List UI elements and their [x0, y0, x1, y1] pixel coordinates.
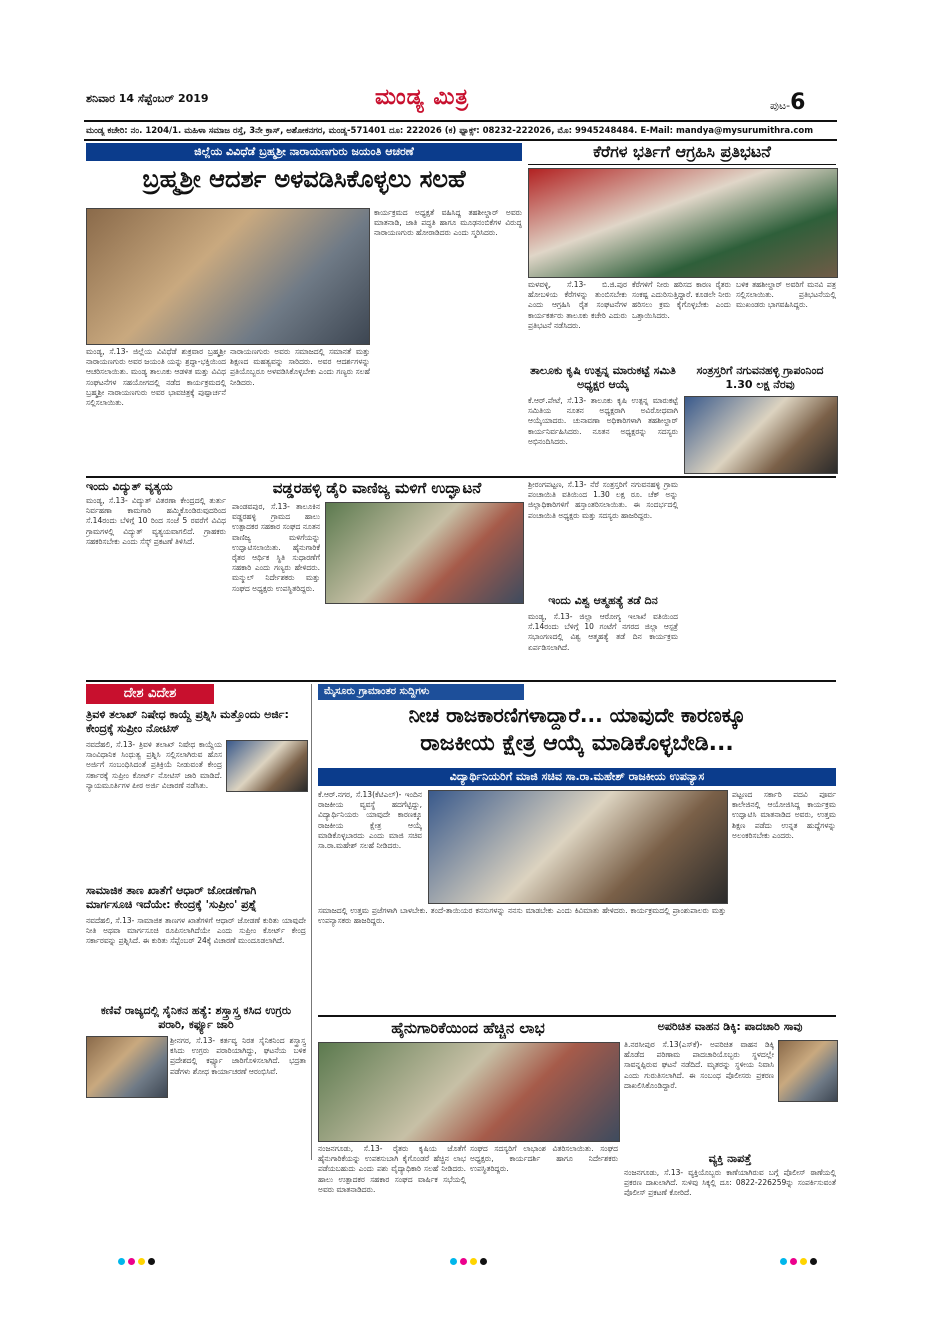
office-address: ಮಂಡ್ಯ ಕಚೇರಿ: ನಂ. 1204/1. ಮಹಿಳಾ ಸಮಾಜ ರಸ್ತೆ, 3ನೇ ಕ್ರಾಸ್, ಅಶೋಕನಗರ, ಮಂಡ್ಯ-571401 ದೂ: 222026 (ಕ) ಫ್ಯಾಕ್ಸ್: 08232-222026, ಮೊ: 9945248484. E-Mail: mandya@mysurumithra.com	[86, 126, 814, 136]
story1-headline: ಬ್ರಹ್ಮಶ್ರೀ ಆದರ್ಶ ಅಳವಡಿಸಿಕೊಳ್ಳಲು ಸಲಹೆ	[142, 165, 466, 193]
desha-body-2: ನವದೆಹಲಿ, ಸೆ.13- ಸಾಮಾಜಿಕ ತಾಣಗಳ ಖಾತೆಗಳಿಗೆ ಆಧಾರ್ ಜೋಡಣೆ ಕುರಿತು ಯಾವುದೇ ನೀತಿ ಅಥವಾ ಮಾರ್ಗಸೂಚಿ ರೂಪಿಸಲಾಗಿದೆಯೇ ಎಂದು ಸುಪ್ರೀಂ ಕೋರ್ಟ್ ಕೇಂದ್ರ ಸರ್ಕಾರವನ್ನು ಪ್ರಶ್ನಿಸಿದೆ. ಈ ಕುರಿತು ಸೆಪ್ಟೆಂಬರ್ 24ಕ್ಕೆ ವಿಚಾರಣೆ ಮುಂದೂಡಲಾಗಿದೆ.	[86, 916, 306, 946]
registration-marks-center	[450, 1250, 490, 1269]
story9-body-2: ನಂಜನಗೂಡು, ಸೆ.13- ವ್ಯಕ್ತಿಯೊಬ್ಬರು ಕಾಣೆಯಾಗಿರುವ ಬಗ್ಗೆ ಪೊಲೀಸ್ ಠಾಣೆಯಲ್ಲಿ ಪ್ರಕರಣ ದಾಖಲಾಗಿದೆ. ಸುಳಿವು ಸಿಕ್ಕಲ್ಲಿ ದೂ: 0822-226259ನ್ನು ಸಂಪರ್ಕಿಸುವಂತೆ ಪೊಲೀಸ್ ಪ್ರಕಟಣೆ ಕೋರಿದೆ.	[624, 1168, 836, 1198]
story9-body: ತಿ.ನರಸೀಪುರ ಸೆ.13(ಎಸ್‌ಕೆ)- ಅಪರಿಚಿತ ವಾಹನ ಡಿಕ್ಕಿ ಹೊಡೆದ ಪರಿಣಾಮ ಪಾದಚಾರಿಯೊಬ್ಬರು ಸ್ಥಳದಲ್ಲೇ ಸಾವನ್ನಪ್ಪಿರುವ ಘಟನೆ ನಡೆದಿದೆ. ಮೃತರನ್ನು ಸ್ಥಳೀಯ ನಿವಾಸಿ ಎಂದು ಗುರುತಿಸಲಾಗಿದೆ. ಈ ಸಂಬಂಧ ಪೊಲೀಸರು ಪ್ರಕರಣ ದಾಖಲಿಸಿಕೊಂಡಿದ್ದಾರೆ.	[624, 1040, 774, 1090]
story8-body: ನಂಜನಗೂಡು, ಸೆ.13- ರೈತರು ಕೃಷಿಯ ಜೊತೆಗೆ ಹೈನುಗಾರಿಕೆಯನ್ನು ಉಪಕಸುಬಾಗಿ ಕೈಗೊಂಡರೆ ಹೆಚ್ಚಿನ ಲಾಭ ಪಡೆಯಬಹುದು ಎಂದು ಪಶು ವೈದ್ಯಾಧಿಕಾರಿ ಸಲಹೆ ನೀಡಿದರು. ಹಾಲು ಉತ್ಪಾದಕರ ಸಹಕಾರ ಸಂಘದ ವಾರ್ಷಿಕ ಸಭೆಯಲ್ಲಿ ಅವರು ಮಾತನಾಡಿದರು.	[318, 1144, 466, 1194]
story8-body-2: ಸಂಘದ ಸದಸ್ಯರಿಗೆ ಲಾಭಾಂಶ ವಿತರಿಸಲಾಯಿತು. ಸಂಘದ ಅಧ್ಯಕ್ಷರು, ಕಾರ್ಯದರ್ಶಿ ಹಾಗೂ ನಿರ್ದೇಶಕರು ಉಪಸ್ಥಿತರಿದ್ದರು.	[470, 1144, 618, 1174]
story7-body: ಮಂಡ್ಯ, ಸೆ.13- ಜಿಲ್ಲಾ ಆರೋಗ್ಯ ಇಲಾಖೆ ವತಿಯಿಂದ ಸೆ.14ರಂದು ಬೆಳಿಗ್ಗೆ 10 ಗಂಟೆಗೆ ನಗರದ ಜಿಲ್ಲಾ ಆಸ್ಪತ್ರೆ ಸಭಾಂಗಣದಲ್ಲಿ ವಿಶ್ವ ಆತ್ಮಹತ್ಯೆ ತಡೆ ದಿನ ಕಾರ್ಯಕ್ರಮ ಏರ್ಪಡಿಸಲಾಗಿದೆ.	[528, 612, 678, 652]
page-prefix: ಪುಟ-	[770, 99, 791, 112]
registration-marks-left	[118, 1250, 158, 1269]
masthead-logo: ಮಂಡ್ಯ ಮಿತ್ರ	[375, 84, 469, 110]
mysuru-subhead: ವಿದ್ಯಾರ್ಥಿನಿಯರಿಗೆ ಮಾಜಿ ಸಚಿವ ಸಾ.ರಾ.ಮಹೇಶ್ ರಾಜಕೀಯ ಉಪನ್ಯಾಸ	[318, 768, 836, 786]
page-number	[770, 90, 805, 115]
story4-headline: ಸಂತ್ರಸ್ತರಿಗೆ ನಗುವನಹಳ್ಳಿ ಗ್ರಾಪಂನಿಂದ 1.30 ಲಕ್ಷ ನೆರವು	[696, 364, 824, 391]
victim-photo	[778, 1040, 838, 1102]
desha-body-3: ಶ್ರೀನಗರ, ಸೆ.13- ಕರ್ತವ್ಯ ನಿರತ ಸೈನಿಕನಿಂದ ಶಸ್ತ್ರಾಸ್ತ್ರ ಕಸಿದು ಉಗ್ರರು ಪರಾರಿಯಾಗಿದ್ದು, ಘಟನೆಯ ಬಳಿಕ ಪ್ರದೇಶದಲ್ಲಿ ಕರ್ಫ್ಯೂ ಜಾರಿಗೊಳಿಸಲಾಗಿದೆ. ಭದ್ರತಾ ಪಡೆಗಳು ಶೋಧ ಕಾರ್ಯಾಚರಣೆ ಆರಂಭಿಸಿವೆ.	[170, 1036, 306, 1076]
section-divider-3	[318, 1015, 836, 1017]
story1-body-a: ಮಂಡ್ಯ, ಸೆ.13- ಜಿಲ್ಲೆಯ ವಿವಿಧೆಡೆ ಶುಕ್ರವಾರ ಬ್ರಹ್ಮಶ್ರೀ ನಾರಾಯಣಗುರು ಅವರ ಜಯಂತಿ ಯನ್ನು ಶ್ರದ್ಧಾ-ಭಕ್ತಿಯಿಂದ ಆಚರಿಸಲಾಯಿತು. ಮಂಡ್ಯ ತಾಲೂಕು ಆಡಳಿತ ಮತ್ತು ವಿವಿಧ ಸಂಘಟನೆಗಳ ಸಹಯೋಗದಲ್ಲಿ ನಡೆದ ಕಾರ್ಯಕ್ರಮದಲ್ಲಿ ಬ್ರಹ್ಮಶ್ರೀ ನಾರಾಯಣಗುರು ಅವರ ಭಾವಚಿತ್ರಕ್ಕೆ ಪುಷ್ಪಾರ್ಚನೆ ಸಲ್ಲಿಸಲಾಯಿತು.	[86, 347, 226, 408]
mysuru-body-a: ಕೆ.ಆರ್.ನಗರ, ಸೆ.13(ಕೆಟಿಎಲ್)- ಇಂದಿನ ರಾಜಕೀಯ ವ್ಯವಸ್ಥೆ ಹದಗೆಟ್ಟಿದ್ದು, ವಿದ್ಯಾರ್ಥಿನಿಯರು ಯಾವುದೇ ಕಾರಣಕ್ಕೂ ರಾಜಕೀಯ ಕ್ಷೇತ್ರ ಆಯ್ಕೆ ಮಾಡಿಕೊಳ್ಳಬಾರದು ಎಂದು ಮಾಜಿ ಸಚಿವ ಸಾ.ರಾ.ಮಹೇಶ್ ಸಲಹೆ ನೀಡಿದರು.	[318, 790, 422, 851]
story2-body-b: ಕೆರೆಗಳಿಗೆ ನೀರು ಹರಿಸದ ಕಾರಣ ರೈತರು ಸಂಕಷ್ಟ ಎದುರಿಸುತ್ತಿದ್ದಾರೆ. ಕೂಡಲೇ ನೀರು ಹರಿಸಲು ಕ್ರಮ ಕೈಗೊಳ್ಳಬೇಕು ಎಂದು ಒತ್ತಾಯಿಸಿದರು.	[632, 280, 731, 320]
header-rule-2	[84, 139, 837, 141]
mysuru-headline-1: ನೀಚ ರಾಜಕಾರಣಿಗಳಾದ್ದಾರೆ... ಯಾವುದೇ ಕಾರಣಕ್ಕೂ	[408, 703, 746, 727]
story1-photo	[86, 208, 370, 345]
story5-photo	[325, 502, 524, 604]
story2-headline: ಕೆರೆಗಳ ಭರ್ತಿಗೆ ಆಗ್ರಹಿಸಿ ಪ್ರತಿಭಟನೆ	[528, 143, 836, 165]
story6-body: ಮಂಡ್ಯ, ಸೆ.13- ವಿದ್ಯುತ್ ವಿತರಣಾ ಕೇಂದ್ರದಲ್ಲಿ ತುರ್ತು ನಿರ್ವಹಣಾ ಕಾಮಗಾರಿ ಹಮ್ಮಿಕೊಂಡಿರುವುದರಿಂದ ಸೆ.14ರಂದು ಬೆಳಿಗ್ಗೆ 10 ರಿಂದ ಸಂಜೆ 5 ರವರೆಗೆ ವಿವಿಧ ಗ್ರಾಮಗಳಲ್ಲಿ ವಿದ್ಯುತ್ ವ್ಯತ್ಯಯವಾಗಲಿದೆ. ಗ್ರಾಹಕರು ಸಹಕರಿಸಬೇಕು ಎಂದು ಸೆಸ್ಕ್ ಪ್ರಕಟಣೆ ತಿಳಿಸಿದೆ.	[86, 496, 226, 546]
desha-body: ನವದೆಹಲಿ, ಸೆ.13- ತ್ರಿವಳಿ ತಲಾಖ್ ನಿಷೇಧ ಕಾಯ್ದೆಯ ಸಾಂವಿಧಾನಿಕ ಸಿಂಧುತ್ವ ಪ್ರಶ್ನಿಸಿ ಸಲ್ಲಿಸಲಾಗಿರುವ ಹೊಸ ಅರ್ಜಿಗೆ ಸಂಬಂಧಿಸಿದಂತೆ ಪ್ರತಿಕ್ರಿಯೆ ನೀಡುವಂತೆ ಕೇಂದ್ರ ಸರ್ಕಾರಕ್ಕೆ ಸುಪ್ರೀಂ ಕೋರ್ಟ್ ನೋಟಿಸ್ ಜಾರಿ ಮಾಡಿದೆ. ನ್ಯಾಯಮೂರ್ತಿಗಳ ಪೀಠ ಅರ್ಜಿ ವಿಚಾರಣೆ ನಡೆಸಿತು.	[86, 740, 222, 790]
mysuru-body-b: ಪಟ್ಟಣದ ಸರ್ಕಾರಿ ಪದವಿ ಪೂರ್ವ ಕಾಲೇಜಿನಲ್ಲಿ ಆಯೋಜಿಸಿದ್ದ ಕಾರ್ಯಕ್ರಮ ಉದ್ಘಾಟಿಸಿ ಮಾತನಾಡಿದ ಅವರು, ಉತ್ತಮ ಶಿಕ್ಷಣ ಪಡೆದು ಉನ್ನತ ಹುದ್ದೆಗಳನ್ನು ಅಲಂಕರಿಸಬೇಕು ಎಂದರು.	[732, 790, 836, 840]
desha-headline-2: ಸಾಮಾಜಿಕ ತಾಣ ಖಾತೆಗೆ ಆಧಾರ್ ಜೋಡಣೆಗಾಗಿ ಮಾರ್ಗಸೂಚಿ ಇದೆಯೇ: ಕೇಂದ್ರಕ್ಕೆ 'ಸುಪ್ರೀಂ' ಪ್ರಶ್ನೆ	[86, 884, 257, 911]
story7-headline: ಇಂದು ವಿಶ್ವ ಆತ್ಮಹತ್ಯೆ ತಡೆ ದಿನ	[548, 594, 658, 607]
story9-headline-2: ವ್ಯಕ್ತಿ ನಾಪತ್ತೆ	[708, 1152, 752, 1165]
header-rule	[84, 120, 837, 122]
story3-body: ಕೆ.ಆರ್.ಪೇಟೆ, ಸೆ.13- ತಾಲೂಕು ಕೃಷಿ ಉತ್ಪನ್ನ ಮಾರುಕಟ್ಟೆ ಸಮಿತಿಯ ನೂತನ ಅಧ್ಯಕ್ಷರಾಗಿ ಅವಿರೋಧವಾಗಿ ಆಯ್ಕೆಯಾದರು. ಚುನಾವಣಾ ಅಧಿಕಾರಿಗಳಾಗಿ ತಹಶೀಲ್ದಾರ್ ಕಾರ್ಯನಿರ್ವಹಿಸಿದರು. ನೂತನ ಅಧ್ಯಕ್ಷರನ್ನು ಸದಸ್ಯರು ಅಭಿನಂದಿಸಿದರು.	[528, 396, 678, 446]
story2-body-c: ಬಳಿಕ ತಹಶೀಲ್ದಾರ್ ಅವರಿಗೆ ಮನವಿ ಪತ್ರ ಸಲ್ಲಿಸಲಾಯಿತು. ಪ್ರತಿಭಟನೆಯಲ್ಲಿ ಮುಖಂಡರು ಭಾಗವಹಿಸಿದ್ದರು.	[736, 280, 836, 310]
page-number-value: 6	[790, 90, 806, 115]
story4-photo	[684, 396, 838, 474]
story3-headline: ತಾಲೂಕು ಕೃಷಿ ಉತ್ಪನ್ನ ಮಾರುಕಟ್ಟೆ ಸಮಿತಿ ಅಧ್ಯಕ್ಷರ ಆಯ್ಕೆ	[530, 364, 676, 391]
registration-marks-right	[780, 1250, 820, 1269]
story1-kicker: ಜಿಲ್ಲೆಯ ವಿವಿಧೆಡೆ ಬ್ರಹ್ಮಶ್ರೀ ನಾರಾಯಣಗುರು ಜಯಂತಿ ಆಚರಣೆ	[86, 143, 522, 161]
desha-headline-3: ಕಣಿವೆ ರಾಜ್ಯದಲ್ಲಿ ಸೈನಿಕನ ಹತ್ಯೆ: ಶಸ್ತ್ರಾಸ್ತ್ರ ಕಸಿದ ಉಗ್ರರು ಪರಾರಿ, ಕರ್ಫ್ಯೂ ಜಾರಿ	[100, 1004, 292, 1031]
section-divider	[86, 476, 836, 478]
story8-photo	[318, 1042, 620, 1142]
column-divider	[311, 684, 312, 1160]
story1-body-c: ಕಾರ್ಯಕ್ರಮದ ಅಧ್ಯಕ್ಷತೆ ವಹಿಸಿದ್ದ ತಹಶೀಲ್ದಾರ್ ಅವರು ಮಾತನಾಡಿ, ಜಾತಿ ಪದ್ಧತಿ ಹಾಗೂ ಮೂಢನಂಬಿಕೆಗಳ ವಿರುದ್ಧ ನಾರಾಯಣಗುರು ಹೋರಾಡಿದರು ಎಂದು ಸ್ಮರಿಸಿದರು.	[374, 208, 522, 238]
mysuru-body-c: ಸಮಾಜದಲ್ಲಿ ಉತ್ತಮ ಪ್ರಜೆಗಳಾಗಿ ಬಾಳಬೇಕು. ತಂದೆ-ತಾಯಿಯರ ಕನಸುಗಳನ್ನು ನನಸು ಮಾಡಬೇಕು ಎಂದು ಕಿವಿಮಾತು ಹೇಳಿದರು. ಕಾರ್ಯಕ್ರಮದಲ್ಲಿ ಪ್ರಾಂಶುಪಾಲರು ಮತ್ತು ಉಪನ್ಯಾಸಕರು ಹಾಜರಿದ್ದರು.	[318, 906, 726, 926]
issue-date: ಶನಿವಾರ 14 ಸೆಪ್ಟೆಂಬರ್ 2019	[86, 92, 209, 105]
story1-body-b: ನಾರಾಯಣಗುರು ಅವರು ಸಮಾಜದಲ್ಲಿ ಸಮಾನತೆ ಮತ್ತು ಶಿಕ್ಷಣದ ಮಹತ್ವವನ್ನು ಸಾರಿದರು. ಅವರ ಆದರ್ಶಗಳನ್ನು ಪ್ರತಿಯೊಬ್ಬರೂ ಅಳವಡಿಸಿಕೊಳ್ಳಬೇಕು ಎಂದು ಗಣ್ಯರು ಸಲಹೆ ನೀಡಿದರು.	[230, 347, 370, 387]
desha-videsha-tag: ದೇಶ ವಿದೇಶ	[86, 684, 214, 704]
mysuru-headline-2: ರಾಜಕೀಯ ಕ್ಷೇತ್ರ ಆಯ್ಕೆ ಮಾಡಿಕೊಳ್ಳಬೇಡಿ...	[420, 731, 734, 756]
story2-photo	[528, 168, 838, 278]
story9-headline: ಅಪರಿಚಿತ ವಾಹನ ಡಿಕ್ಕಿ: ಪಾದಚಾರಿ ಸಾವು	[657, 1020, 803, 1033]
story4-body: ಶ್ರೀರಂಗಪಟ್ಟಣ, ಸೆ.13- ನೆರೆ ಸಂತ್ರಸ್ತರಿಗೆ ನಗುವನಹಳ್ಳಿ ಗ್ರಾಮ ಪಂಚಾಯಿತಿ ವತಿಯಿಂದ 1.30 ಲಕ್ಷ ರೂ. ಚೆಕ್ ಅನ್ನು ಜಿಲ್ಲಾಧಿಕಾರಿಗಳಿಗೆ ಹಸ್ತಾಂತರಿಸಲಾಯಿತು. ಈ ಸಂದರ್ಭದಲ್ಲಿ ಪಂಚಾಯಿತಿ ಅಧ್ಯಕ್ಷರು ಮತ್ತು ಸದಸ್ಯರು ಹಾಜರಿದ್ದರು.	[528, 480, 678, 520]
soldier-photo	[86, 1036, 168, 1098]
mysuru-photo	[428, 790, 728, 904]
story5-body: ಪಾಂಡವಪುರ, ಸೆ.13- ತಾಲೂಕಿನ ವಡ್ಡರಹಳ್ಳಿ ಗ್ರಾಮದ ಹಾಲು ಉತ್ಪಾದಕರ ಸಹಕಾರ ಸಂಘದ ನೂತನ ವಾಣಿಜ್ಯ ಮಳಿಗೆಯನ್ನು ಉದ್ಘಾಟಿಸಲಾಯಿತು. ಹೈನುಗಾರಿಕೆ ರೈತರ ಆರ್ಥಿಕ ಸ್ಥಿತಿ ಸುಧಾರಣೆಗೆ ಸಹಕಾರಿ ಎಂದು ಗಣ್ಯರು ಹೇಳಿದರು. ಮನ್ಮುಲ್ ನಿರ್ದೇಶಕರು ಮತ್ತು ಸಂಘದ ಅಧ್ಯಕ್ಷರು ಉಪಸ್ಥಿತರಿದ್ದರು.	[232, 502, 320, 593]
story6-headline: ಇಂದು ವಿದ್ಯುತ್ ವ್ಯತ್ಯಯ	[86, 480, 173, 493]
mysuru-section-tag: ಮೈಸೂರು ಗ್ರಾಮಾಂತರ ಸುದ್ದಿಗಳು	[318, 684, 524, 700]
story5-headline: ವಡ್ಡರಹಳ್ಳಿ ಡೈರಿ ವಾಣಿಜ್ಯ ಮಳಿಗೆ ಉದ್ಘಾಟನೆ	[272, 479, 482, 497]
section-divider-2	[86, 680, 836, 682]
story2-body-a: ಮಳವಳ್ಳಿ, ಸೆ.13- ಬಿ.ಜಿ.ಪುರ ಹೋಬಳಿಯ ಕೆರೆಗಳನ್ನು ತುಂಬಿಸಬೇಕು ಎಂದು ಆಗ್ರಹಿಸಿ ರೈತ ಸಂಘಟನೆಗಳ ಕಾರ್ಯಕರ್ತರು ತಾಲೂಕು ಕಚೇರಿ ಎದುರು ಪ್ರತಿಭಟನೆ ನಡೆಸಿದರು.	[528, 280, 627, 330]
desha-headline: ತ್ರಿವಳಿ ತಲಾಖ್ ನಿಷೇಧ ಕಾಯ್ದೆ ಪ್ರಶ್ನಿಸಿ ಮತ್ತೊಂದು ಅರ್ಜಿ: ಕೇಂದ್ರಕ್ಕೆ ಸುಪ್ರೀಂ ನೋಟಿಸ್	[86, 708, 289, 735]
supreme-court-photo	[226, 740, 308, 792]
story8-headline: ಹೈನುಗಾರಿಕೆಯಿಂದ ಹೆಚ್ಚಿನ ಲಾಭ	[391, 1019, 545, 1037]
